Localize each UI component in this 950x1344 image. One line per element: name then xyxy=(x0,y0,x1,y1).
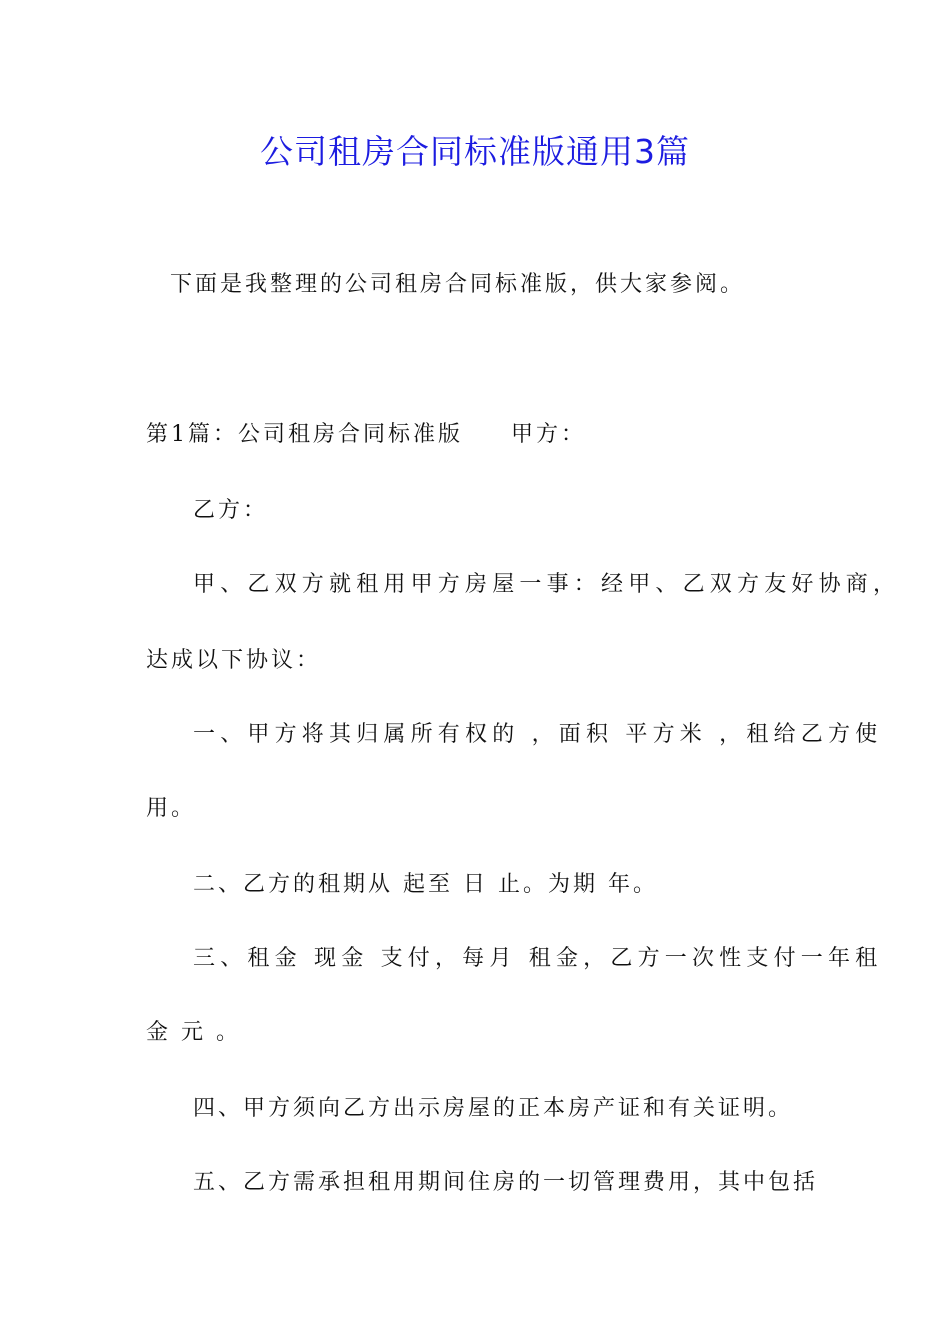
clause-1-line2: 用。 xyxy=(146,796,197,821)
party-b-label: 乙方： xyxy=(193,498,269,523)
intro-paragraph: 下面是我整理的公司租房合同标准版，供大家参阅。 xyxy=(170,272,746,297)
clause-4: 四、甲方须向乙方出示房屋的正本房产证和有关证明。 xyxy=(193,1096,794,1121)
clause-1-line1: 一、甲方将其归属所有权的 ，面积 平方米 ，租给乙方使 xyxy=(193,722,883,747)
document-title: 公司租房合同标准版通用3篇 xyxy=(260,132,690,171)
clause-3-line1: 三、租金 现金 支付，每月 租金，乙方一次性支付一年租 xyxy=(193,946,883,971)
agreement-intro-line2: 达成以下协议： xyxy=(146,648,322,673)
section-heading-row xyxy=(146,420,586,450)
clause-2: 二、乙方的租期从 起至 日 止。为期 年。 xyxy=(193,872,658,897)
agreement-intro-line1: 甲、乙双方就租用甲方房屋一事：经甲、乙双方友好协商， xyxy=(193,572,901,597)
party-a-label: 甲方： xyxy=(511,422,587,447)
clause-5-line1: 五、乙方需承担租用期间住房的一切管理费用，其中包括 xyxy=(193,1170,819,1195)
section-heading: 第1篇：公司租房合同标准版 xyxy=(146,422,463,447)
clause-3-line2: 金 元 。 xyxy=(146,1020,241,1045)
